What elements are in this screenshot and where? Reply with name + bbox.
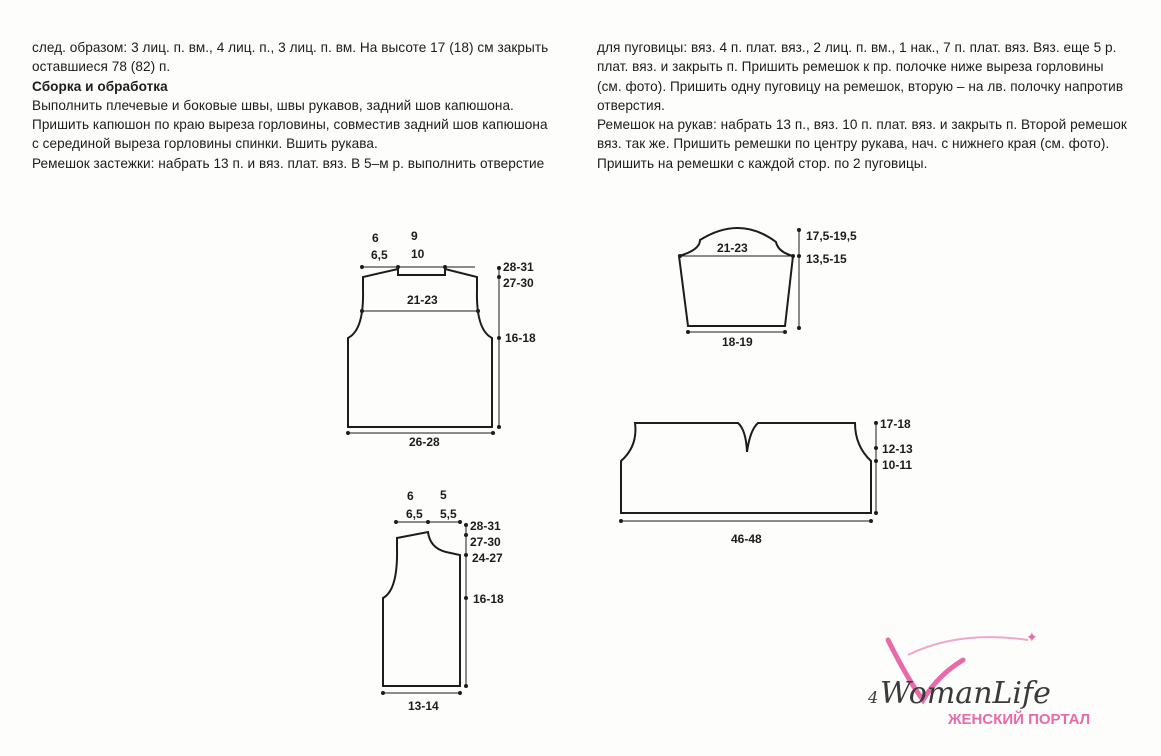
dim-tick [783, 330, 787, 334]
dim-tick [360, 309, 364, 313]
dim-tick [497, 266, 501, 270]
dim-label: 24-27 [472, 551, 503, 565]
dim-tick [360, 265, 364, 269]
dim-tick [797, 326, 801, 330]
dim-tick [791, 254, 795, 258]
paragraph-line: Ремешок застежки: набрать 13 п. и вяз. плат. вяз. В 5–м р. выполнить отверстие [32, 155, 545, 171]
hood-pattern [619, 417, 913, 546]
paragraph-line: Ремешок на рукав: набрать 13 п., вяз. 10 п. плат. вяз. и закрыть п. Второй ремешок [597, 117, 1127, 133]
dim-label: 21-23 [717, 241, 748, 255]
dim-label: 46-48 [731, 532, 762, 546]
dim-tick [464, 596, 468, 600]
dim-tick [443, 265, 447, 269]
dim-tick [874, 446, 878, 450]
dim-label: 6 [372, 231, 379, 245]
sleeve-pattern [678, 228, 857, 349]
paragraph-line: плат. вяз. и закрыть п. Пришить ремешок к пр. полочке ниже выреза горловины [597, 59, 1104, 75]
dim-label: 28-31 [503, 260, 534, 274]
dim-label: 13,5-15 [806, 252, 847, 266]
dim-tick [464, 523, 468, 527]
paragraph-line: вяз. так же. Пришить ремешки по центру рукава, нач. с нижнего края (см. фото). [597, 136, 1110, 152]
dim-tick [396, 265, 400, 269]
dim-label: 13-14 [408, 699, 439, 713]
dim-tick [497, 275, 501, 279]
dim-label: 26-28 [409, 435, 440, 449]
dim-tick [874, 511, 878, 515]
dim-tick [381, 691, 385, 695]
dim-tick [497, 336, 501, 340]
front-pattern [381, 488, 504, 713]
dim-label: 9 [411, 229, 418, 243]
dim-tick [458, 691, 462, 695]
dim-label: 10 [411, 247, 425, 261]
dim-tick [874, 421, 878, 425]
dim-label: 6 [407, 489, 414, 503]
watermark-logo [868, 620, 1108, 740]
dim-label: 6,5 [371, 248, 388, 262]
dim-label: 5,5 [440, 507, 457, 521]
dim-tick [797, 254, 801, 258]
dim-tick [497, 425, 501, 429]
dim-label: 16-18 [473, 592, 504, 606]
paragraph-line: оставшиеся 78 (82) п. [32, 59, 171, 75]
dim-tick [874, 459, 878, 463]
dim-label: 27-30 [470, 535, 501, 549]
dim-tick [797, 228, 801, 232]
hood-outline [621, 423, 871, 513]
front-outline [383, 532, 460, 686]
dim-tick [476, 309, 480, 313]
dim-tick [869, 519, 873, 523]
dim-label: 12-13 [882, 442, 913, 456]
paragraph-line: (см. фото). Пришить одну пуговицу на ремешок, вторую – на лв. полочку напротив [597, 78, 1124, 94]
dim-label: 17,5-19,5 [806, 229, 857, 243]
dim-label: 6,5 [406, 507, 423, 521]
dim-tick [426, 520, 430, 524]
logo-prefix: 4 [868, 688, 879, 707]
dim-tick [491, 431, 495, 435]
dim-label: 16-18 [505, 331, 536, 345]
logo-subtitle: ЖЕНСКИЙ ПОРТАЛ [948, 711, 1091, 728]
dim-tick [678, 254, 682, 258]
back-pattern [346, 229, 536, 449]
dim-label: 10-11 [882, 458, 913, 472]
dim-tick [464, 553, 468, 557]
logo-brand: WomanLife [880, 676, 1051, 711]
paragraph-line: с серединой выреза горловины спинки. Вшить рукава. [32, 136, 378, 152]
dim-tick [394, 520, 398, 524]
dim-label: 28-31 [470, 519, 501, 533]
dim-label: 21-23 [407, 293, 438, 307]
dim-label: 17-18 [880, 417, 911, 431]
paragraph-line: для пуговицы: вяз. 4 п. плат. вяз., 2 лиц. п. вм., 1 нак., 7 п. плат. вяз. Вяз. еще 5 р. [597, 40, 1117, 55]
dim-tick [619, 519, 623, 523]
logo-arc [908, 637, 1028, 655]
section-heading: Сборка и обработка [32, 78, 168, 94]
paragraph-line: Пришить капюшон по краю выреза горловины, совместив задний шов капюшона [32, 117, 548, 133]
dim-tick [346, 431, 350, 435]
paragraph-line: Выполнить плечевые и боковые швы, швы рукавов, задний шов капюшона. [32, 97, 514, 113]
dim-tick [458, 520, 462, 524]
paragraph-line: отверстия. [597, 97, 665, 113]
dim-label: 27-30 [503, 276, 534, 290]
star-icon: ✦ [1026, 629, 1038, 645]
dim-label: 5 [440, 488, 447, 502]
dim-label: 18-19 [722, 335, 753, 349]
dim-tick [464, 533, 468, 537]
dim-tick [464, 684, 468, 688]
paragraph-line: Пришить на ремешки с каждой стор. по 2 пуговицы. [597, 155, 928, 171]
dim-tick [686, 330, 690, 334]
paragraph-line: след. образом: 3 лиц. п. вм., 4 лиц. п., 3 лиц. п. вм. На высоте 17 (18) см закрыть [32, 40, 549, 55]
